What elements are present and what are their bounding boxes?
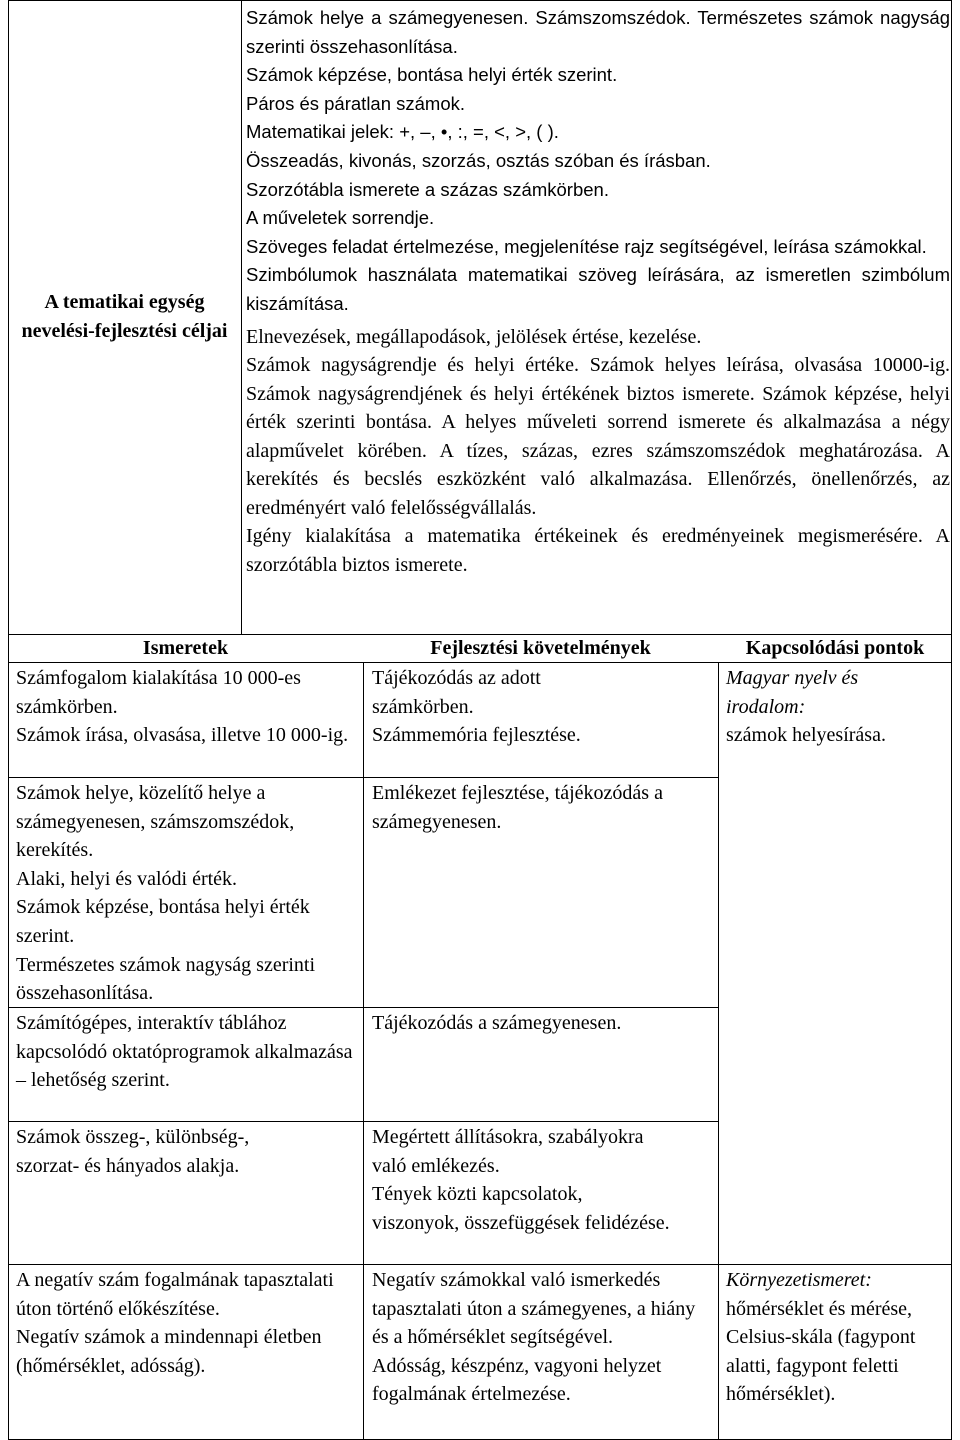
goal-item: Szorzótábla ismerete a százas számkörben.	[246, 178, 609, 200]
row3-ismeretek	[16, 1009, 356, 1095]
table-border-right	[951, 0, 952, 1440]
goal-item: Szöveges feladat értelmezése, megjelenítése rajz segítségével, leírása számokkal.	[246, 235, 927, 257]
goals-cell	[246, 4, 950, 579]
curriculum-table	[8, 0, 952, 1440]
header-ismeretek-label: Ismeretek	[142, 636, 229, 659]
list-item: Adósság, készpénz, vagyoni helyzet fogalmának értelmezése.	[372, 1354, 662, 1406]
list-item: Emlékezet fejlesztése, tájékozódás a számegyenesen.	[372, 782, 663, 833]
list-item: Természetes számok nagyság szerinti összehasonlítása.	[16, 953, 316, 1005]
row1-fejlesztesi	[372, 664, 602, 750]
row-divider-4	[8, 1264, 952, 1265]
row4-fejlesztesi	[372, 1123, 672, 1237]
subject-text: számok helyesírása.	[726, 724, 886, 747]
list-item: Negatív számokkal való ismerkedés tapasztalati úton a számegyenes, a hiány és a hőmérséklet segítségével.	[372, 1269, 696, 1349]
list-item: Negatív számok a mindennapi életben (hőmérséklet, adósság).	[16, 1326, 322, 1377]
goal-item: Igény kialakítása a matematika értékeinek és eredményeinek megismerésére. A szorzótábla biztos ismerete.	[246, 525, 950, 576]
row3-fejlesztesi	[372, 1009, 712, 1038]
header-kapcsolodasi	[718, 634, 952, 662]
row4-ismeretek	[16, 1123, 316, 1180]
list-item: Számok helye, közelítő helye a számegyenesen, számszomszédok, kerekítés.	[16, 782, 295, 862]
list-item: Számfogalom kialakítása 10 000-es számkörben.	[16, 667, 301, 718]
list-item: Megértett állításokra, szabályokra való emlékezés.	[372, 1126, 644, 1177]
goals-sans-list	[246, 4, 950, 319]
row5-ismeretek	[16, 1266, 346, 1380]
top-divider	[241, 0, 242, 634]
goal-item: Számok nagyságrendje és helyi értéke. Számok helyes leírása, olvasása 10000-ig. Számok nagyságrendjének és helyi értékének biztos ismerete. Számok képzése, helyi érték szerinti bontása. A helyes műveleti sorrend ismerete és alkalmazása a négy alapművelet körében. A tízes, százas, ezres számszomszédok meghatározása. A kerekítés és becslés eszközként való alkalmazása. Ellenőrzés, önellenőrzés, az eredményért való felelősségvállalás.	[246, 354, 950, 519]
list-item: Tények közti kapcsolatok, viszonyok, összefüggések felidézése.	[372, 1183, 670, 1234]
list-item: Számítógépes, interaktív táblához kapcsolódó oktatóprogramok alkalmazása – lehetőség szerint.	[16, 1012, 353, 1092]
row-divider-3	[8, 1121, 718, 1122]
row5-kapcsolodasi	[726, 1266, 946, 1409]
row1-ismeretek	[16, 664, 356, 750]
col-divider-2	[718, 662, 719, 1440]
list-item: Számmemória fejlesztése.	[372, 724, 581, 747]
goal-item: Elnevezések, megállapodások, jelölések értése, kezelése.	[246, 325, 702, 348]
goal-item: Számok helye a számegyenesen. Számszomszédok. Természetes számok nagyság szerinti összehasonlítása.	[246, 7, 950, 57]
goal-item: A műveletek sorrendje.	[246, 207, 435, 229]
list-item: Alaki, helyi és valódi érték.	[16, 867, 238, 890]
row-divider-1	[8, 777, 718, 778]
section-label: A tematikai egység nevelési-fejlesztési céljai	[21, 291, 228, 342]
row1-kapcsolodasi	[726, 664, 946, 750]
row2-ismeretek	[16, 779, 346, 1008]
goal-item: Szimbólumok használata matematikai szöveg leírására, az ismeretlen szimbólum kiszámítása.	[246, 264, 950, 314]
list-item: Számok írása, olvasása, illetve 10 000-ig.	[16, 724, 349, 747]
header-fejlesztesi	[363, 634, 718, 662]
subject-title: Magyar nyelv és irodalom:	[726, 667, 859, 718]
header-ismeretek	[8, 634, 363, 662]
goal-item: Páros és páratlan számok.	[246, 92, 466, 114]
section-label-cell	[8, 0, 241, 634]
list-item: Számok képzése, bontása helyi érték szerint.	[16, 896, 310, 947]
list-item: Számok összeg-, különbség-, szorzat- és hányados alakja.	[16, 1126, 250, 1177]
subject-title: Környezetismeret:	[726, 1269, 872, 1291]
list-item: Tájékozódás az adott számkörben.	[372, 667, 541, 718]
goals-serif-list	[246, 323, 950, 580]
list-item: A negatív szám fogalmának tapasztalati úton történő előkészítése.	[16, 1269, 334, 1320]
header-bottom	[8, 662, 952, 663]
header-fejlesztesi-label: Fejlesztési követelmények	[430, 636, 651, 659]
goal-item: Számok képzése, bontása helyi érték szerint.	[246, 64, 618, 86]
goal-item: Matematikai jelek: +, –, •, :, =, <, >, ( ).	[246, 121, 559, 143]
col-divider-1	[363, 662, 364, 1440]
list-item: Tájékozódás a számegyenesen.	[372, 1012, 622, 1034]
header-kapcsolodasi-label: Kapcsolódási pontok	[745, 636, 925, 659]
row2-fejlesztesi	[372, 779, 682, 836]
goal-item: Összeadás, kivonás, szorzás, osztás szóban és írásban.	[246, 149, 711, 171]
subject-text: hőmérséklet és mérése, Celsius-skála (fagypont alatti, fagypont feletti hőmérséklet).	[726, 1297, 916, 1406]
row5-fejlesztesi	[372, 1266, 712, 1409]
